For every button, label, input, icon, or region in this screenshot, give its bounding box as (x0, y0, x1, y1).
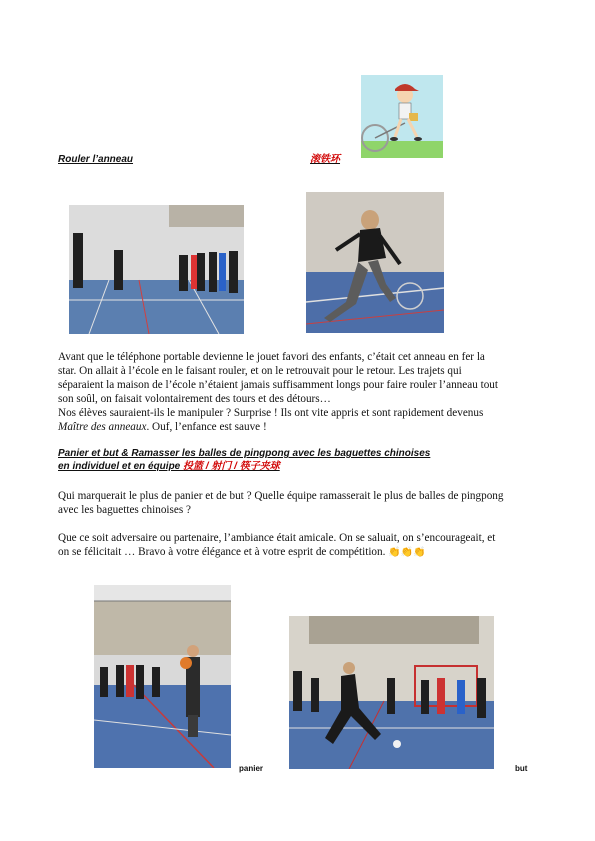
master-of-rings-text: Maître des anneaux (58, 421, 147, 433)
atmosphere-line-2-text: on se félicitait … Bravo à votre élégance et à votre esprit de compétition. (58, 546, 386, 558)
atmosphere-line-1: Que ce soit adversaire ou partenaire, l’ambiance était amicale. On se saluait, on s’encourageait, et (58, 532, 496, 544)
hoop-paragraph-line-1: Avant que le téléphone portable devienne le jouet favori des enfants, c’était cet anneau en fer la (58, 351, 485, 363)
section-title-basket-goal-line-2-text: en individuel et en équipe (58, 461, 184, 472)
contest-question-line-1: Qui marquerait le plus de panier et de but ? Quelle équipe ramasserait le plus de balles de pingpong (58, 490, 504, 502)
section-title-basket-goal (58, 447, 538, 473)
photo-girl-rolling-hoop (306, 192, 444, 333)
atmosphere-line-2 (58, 545, 538, 560)
section-title-basket-goal-line-1: Panier et but & Ramasser les balles de pingpong avec les baguettes chinoises (58, 448, 431, 459)
hoop-paragraph-line-6 (58, 420, 538, 434)
atmosphere-paragraph (58, 531, 538, 560)
section-title-basket-goal-cn: 投篮 / 射门 / 筷子夹球 (183, 461, 280, 472)
hoop-boy-illustration (361, 75, 443, 158)
section-title-hoop-cn: 滚铁环 (310, 154, 341, 165)
hoop-paragraph (58, 350, 538, 434)
hoop-paragraph-line-4: son soûl, on faisait volontairement des tours et des détours… (58, 393, 331, 405)
section-title-basket-goal-line-2 (58, 460, 538, 473)
contest-question-paragraph (58, 489, 538, 517)
photo-football-goal (289, 616, 494, 769)
hoop-paragraph-closing: . Ouf, l’enfance est sauve ! (146, 421, 267, 433)
section-title-hoop (58, 150, 358, 165)
caption-panier: panier (239, 764, 264, 773)
hoop-paragraph-line-5: Nos élèves sauraient-ils le manipuler ? Surprise ! Ils ont vite appris et sont rapidement devenus (58, 407, 484, 419)
hoop-paragraph-line-2: star. On allait à l’école en le faisant rouler, et on le retrouvait pour le retour. Les trajets qui (58, 365, 462, 377)
contest-question-line-2: avec les baguettes chinoises ? (58, 504, 191, 516)
photo-gym-group (69, 205, 244, 334)
clapping-hands-icon: 👏👏👏 (388, 547, 426, 558)
section-title-hoop-text: Rouler l’anneau (58, 154, 134, 165)
photo-basketball-shot (94, 585, 231, 768)
hoop-paragraph-line-3: séparaient la maison de l’école n’étaient jamais suffisamment longs pour faire rouler l’anneau tout (58, 379, 498, 391)
caption-but: but (515, 764, 528, 773)
